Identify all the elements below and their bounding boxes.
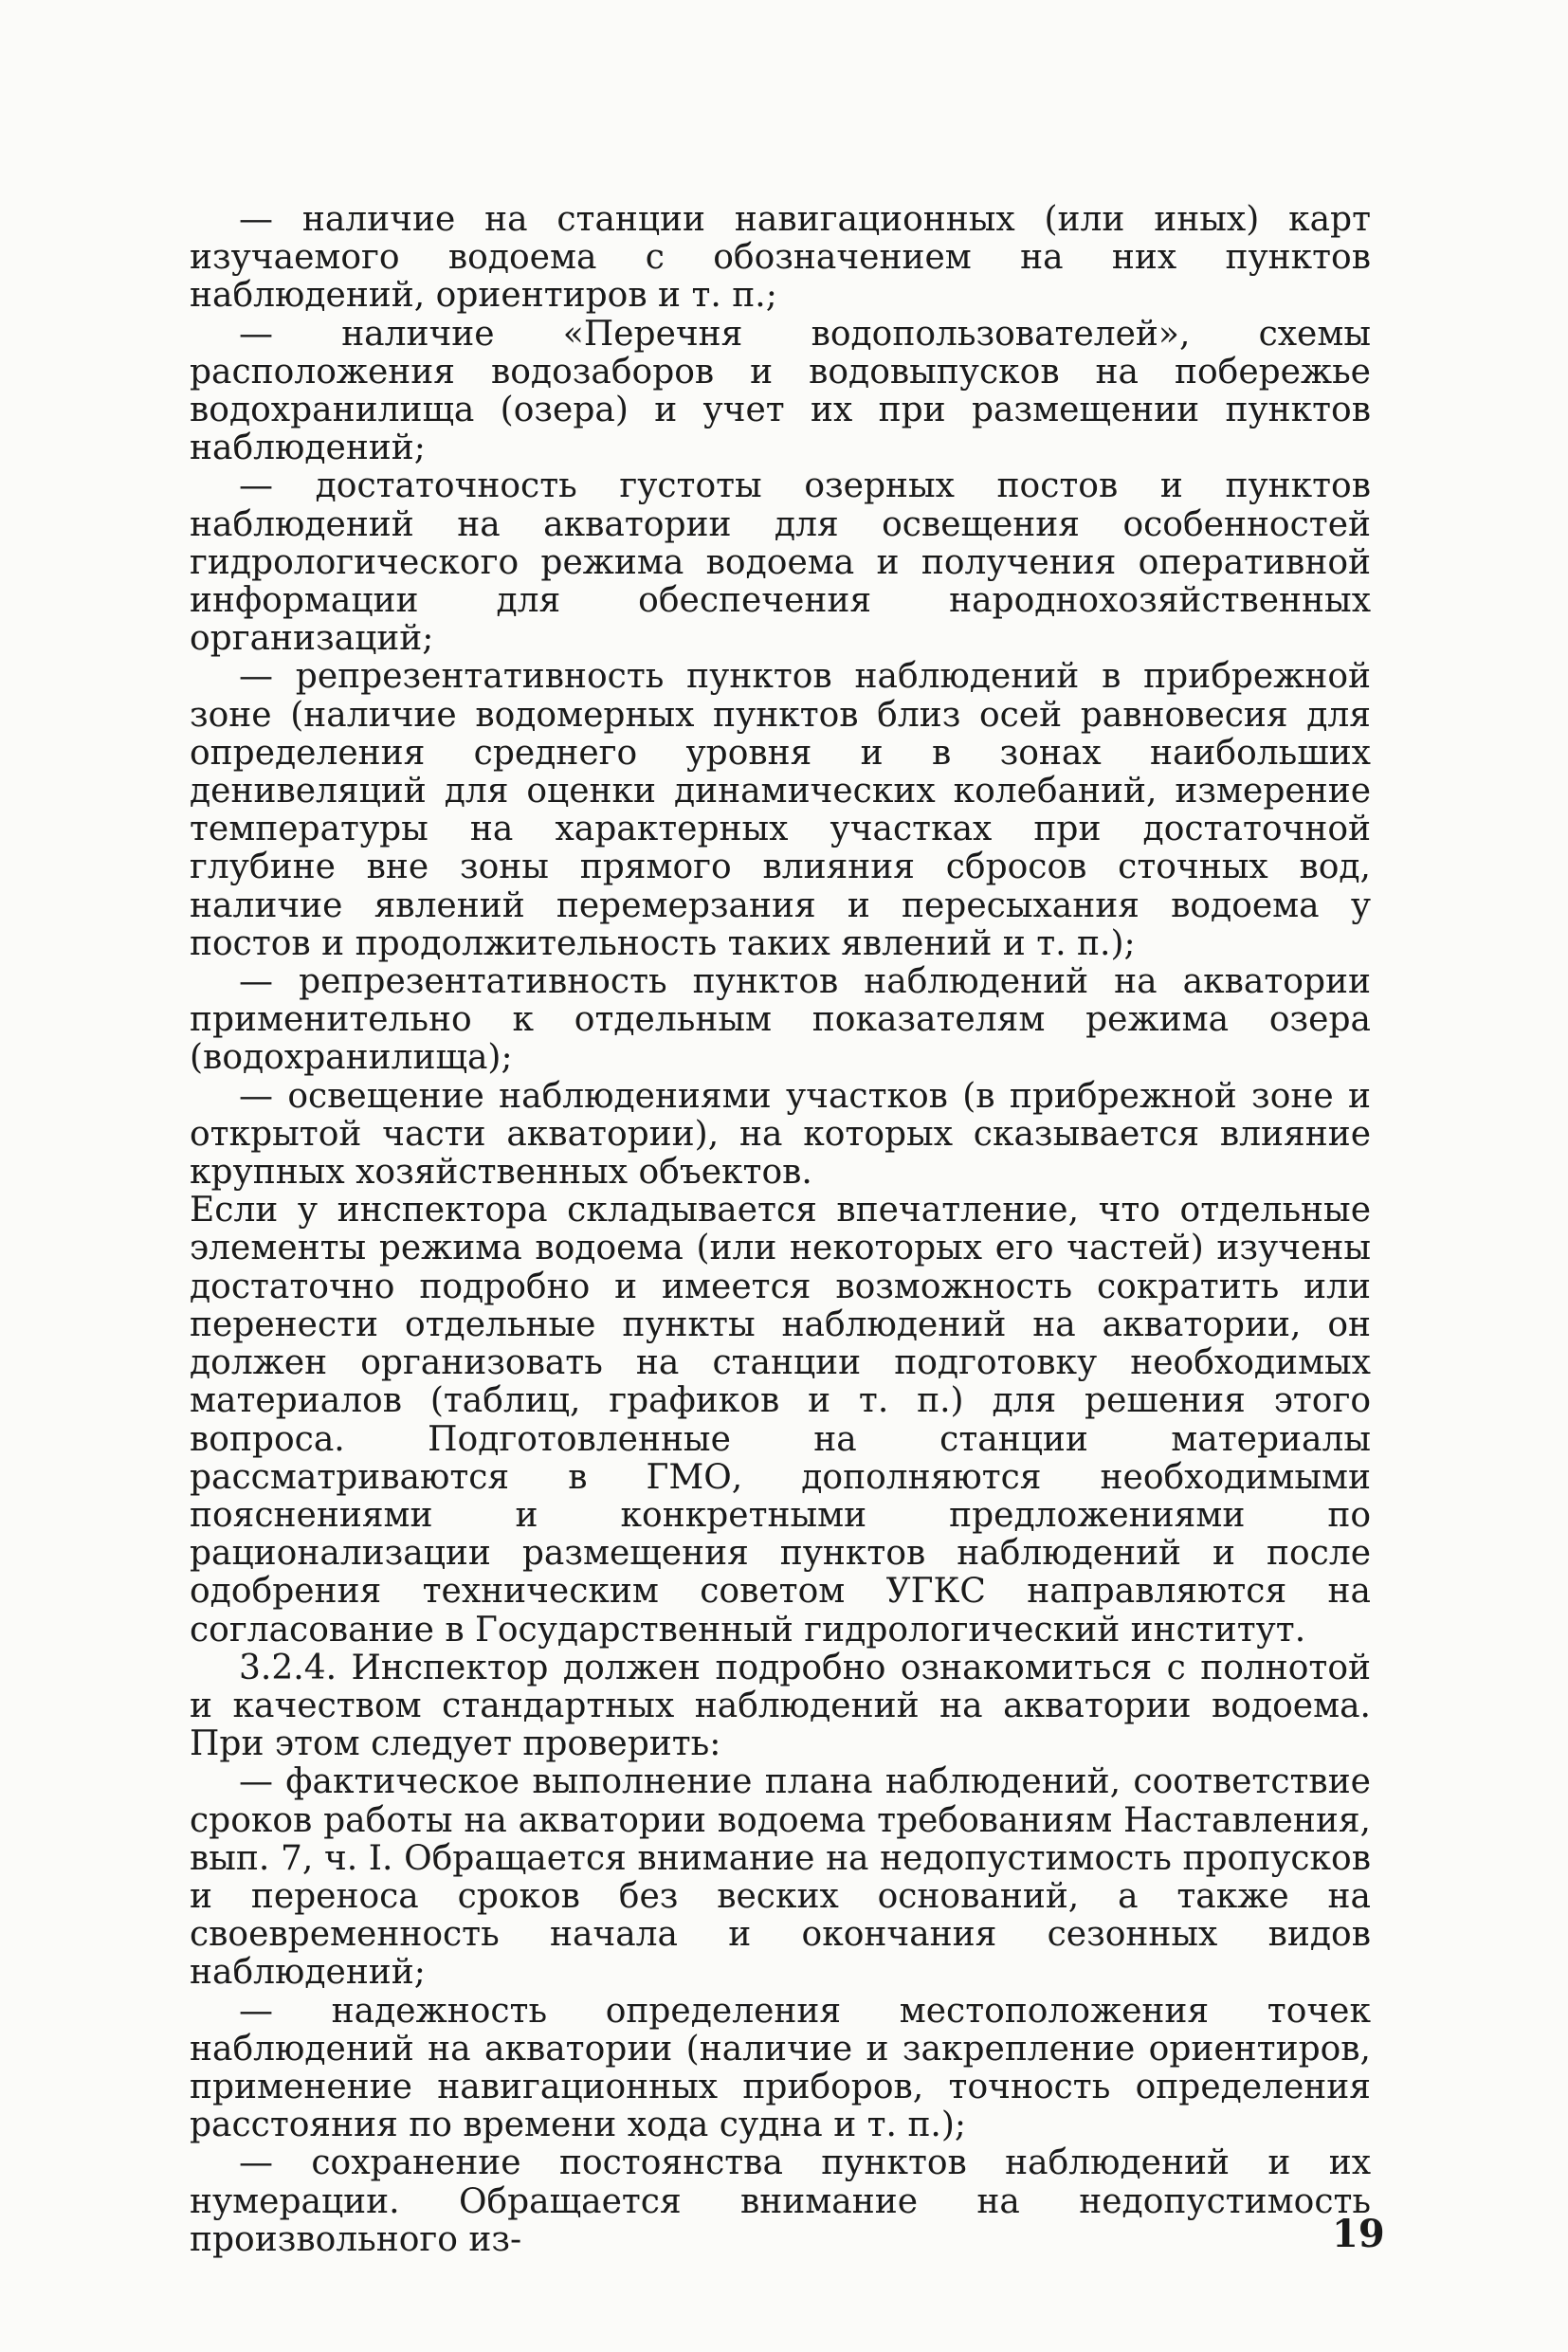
paragraph-coastal-representativeness: — репрезентативность пунктов наблюдений в прибрежной зоне (наличие водомерных пунктов близ осей равновесия для определения среднего уровня и в зонах наибольших денивеляций для оценки динамических колебаний, измерение температуры на характерных участках при достаточной глубине вне зоны прямого влияния сбросов сточных вод, наличие явлений перемерзания и пересыхания водоема у постов и продолжительность таких явлений и т. п.); [190,657,1371,963]
paragraph-point-constancy: — сохранение постоянства пунктов наблюдений и их нумерации. Обращается внимание на недопустимость произвольного из- [190,2143,1371,2259]
body-text [190,201,1371,2259]
page-number: 19 [1332,2212,1385,2256]
paragraph-location-reliability: — надежность определения местоположения точек наблюдений на акватории (наличие и закрепление ориентиров, применение навигационных приборов, точность определения расстояния по времени хода судна и т. п.); [190,1991,1371,2145]
paragraph-navigation-maps: — наличие на станции навигационных (или иных) карт изучаемого водоема с обозначением на них пунктов наблюдений, ориентиров и т. п.; [190,200,1371,316]
paragraph-economic-objects-coverage: — освещение наблюдениями участков (в прибрежной зоне и открытой части акватории), на которых сказывается влияние крупных хозяйственных объектов. [190,1076,1371,1193]
paragraph-post-density: — достаточность густоты озерных постов и пунктов наблюдений на акватории для освещения особенностей гидрологического режима водоема и получения оперативной информации для обеспечения народнохозяйственных организаций; [190,466,1371,659]
paragraph-section-3-2-4: 3.2.4. Инспектор должен подробно ознакомиться с полнотой и качеством стандартных наблюдений на акватории водоема. При этом следует проверить: [190,1648,1371,1764]
paragraph-water-area-representativeness: — репрезентативность пунктов наблюдений на акватории применительно к отдельным показателям режима озера (водохранилища); [190,962,1371,1078]
paragraph-plan-execution: — фактическое выполнение плана наблюдений, соответствие сроков работы на акватории водоема требованиям Наставления, вып. 7, ч. I. Обращается внимание на недопустимость пропусков и переноса сроков без веских оснований, а также на своевременность начала и окончания сезонных видов наблюдений; [190,1762,1371,1993]
paragraph-water-users-list: — наличие «Перечня водопользователей», схемы расположения водозаборов и водовыпусков на побережье водохранилища (озера) и учет их при размещении пунктов наблюдений; [190,314,1371,468]
paragraph-inspector-impression: Если у инспектора складывается впечатление, что отдельные элементы режима водоема (или некоторых его частей) изучены достаточно подробно и имеется возможность сократить или перенести отдельные пункты наблюдений на акватории, он должен организовать на станции подготовку необходимых материалов (таблиц, графиков и т. п.) для решения этого вопроса. Подготовленные на станции материалы рассматриваются в ГМО, дополняются необходимыми пояснениями и конкретными предложениями по рационализации размещения пунктов наблюдений и после одобрения техническим советом УГКС направляются на согласование в Государственный гидрологический институт. [190,1191,1371,1650]
